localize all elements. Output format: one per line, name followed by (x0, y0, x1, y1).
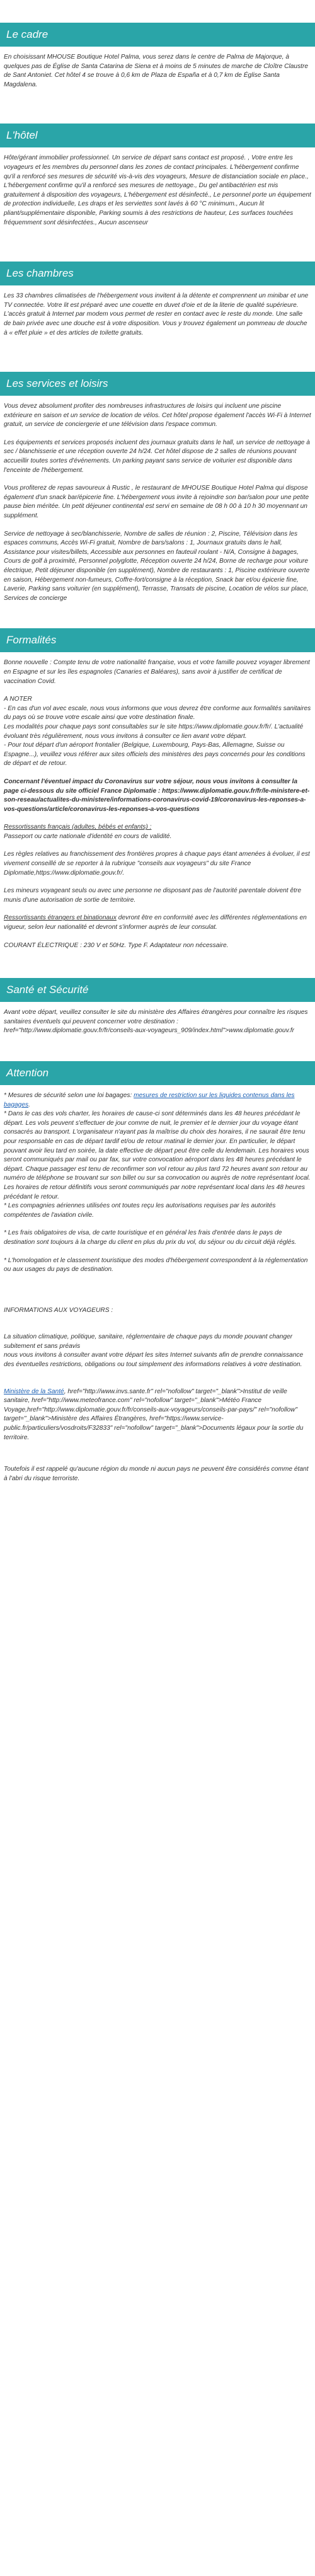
section-title: Formalités (6, 634, 57, 647)
section-body (4, 658, 311, 950)
section-cadre (0, 0, 315, 89)
paragraph: Vous devez absolument profiter des nombreuses infrastructures de loisirs qui incluent une piscine extérieure en saison et un service de location de vélos. Cet hôtel propose également l'accès Wi-Fi à Internet gratuit, un service de conciergerie et une télévision dans l'espace commun. (4, 403, 311, 428)
paragraph: Bonne nouvelle : Compte tenu de votre nationalité française, vous et votre famille pouvez voyager librement en Espagne et sur les îles espagnoles (Canaries et Baléares), sans avoir à justifier de certificat de vaccination Covid. (4, 659, 310, 685)
section-hotel (0, 98, 315, 227)
paragraph: Vous profiterez de repas savoureux à Rustic , le restaurant de MHOUSE Boutique Hotel Palma qui dispose également d'un snack bar/épicerie fine. L'hébergement vous invite à rejoindre son bar/salon pour une petite pause bien méritée. Un petit déjeuner continental est servi en semaine de 08 h 00 à 10 h 30 moyennant un supplément. (4, 485, 309, 520)
section-body (4, 1008, 311, 1036)
section-body (4, 292, 311, 338)
foreign-title: Ressortissants étrangers et binationaux (4, 914, 117, 922)
section-header-formalites (0, 628, 315, 652)
note-body: - En cas d'un vol avec escale, nous vous informons que vous devrez être conforme aux formalités sanitaires du pays où se trouve votre escale ainsi que votre destination finale. Les modalités pour chaque pays sont consultables sur le site https://www.diplomatie.gouv.fr/fr/. L'actualité évoluant très régulièrement, nous vous invitons à consulter ce lien avant votre départ. - Pour tout départ d'un aéroport frontalier (Belgique, Luxembourg, Pays-Bas, Allemagne, Suisse ou Espagne...), veuillez vous référer aux sites officiels des ministères des pays concernés pour les conditions de départ et de retour. (4, 704, 311, 768)
security-text: * Mesures de sécurité selon une loi bagages: (4, 1092, 134, 1099)
section-body (4, 402, 311, 603)
paragraph: Hôte/gérant immobilier professionnel. Un service de départ sans contact est proposé. , Votre entre les voyageurs et les membres du personnel dans les zones de contact principales. L'hébergement confirme qu'il a renforcé ses mesures de sécurité vis-à-vis des voyageurs, Mesure de distanciation sociale en place., L'hébergement confirme qu'il a renforcé ses mesures de nettoyage., Du gel antibactérien est mis gratuitement à disposition des voyageurs, L'hébergement est désinfecté., Le personnel porte un équipement de protection individuelle, Les draps et les serviettes sont lavés à 60 °C minimum., Aucun lit pliant/supplémentaire disponible, Parking soumis à des restrictions de hauteur, Les surfaces touchées fréquemment sont désinfectées., Aucun ascenseur (4, 154, 311, 226)
section-header-sante (0, 978, 315, 1002)
section-services (0, 347, 315, 603)
paragraph: Les 33 chambres climatisées de l'hébergement vous invitent à la détente et comprennent un minibar et une TV connectée. Votre lit est préparé avec une couette en duvet d'oie et de la literie de qualité supérieure. L'accès gratuit à Internet par modem vous permet de rester en contact avec le reste du monde. Une salle de bain privée avec une douche est à votre disposition. Vous y trouvez également un pommeau de douche à « effet pluie » et des articles de toilette gratuits. (4, 292, 309, 336)
section-sante (0, 959, 315, 1036)
section-formalites (0, 612, 315, 950)
section-header-chambres (0, 262, 315, 285)
section-header-services (0, 372, 315, 396)
section-body (4, 154, 311, 227)
section-header-cadre (0, 23, 315, 47)
note-title: A NOTER (4, 696, 32, 703)
charter-text: . * Dans le cas des vols charter, les horaires de cause-ci sont déterminés dans les 48 heures précédant le départ. Les vols peuvent s'effectuer de jour comme de nuit, le premier et le dernier jour du voyage étant consacrés au transport. L'organisateur n'ayant pas la maîtrise du choix des horaires, il ne saurait être tenu pour responsable en cas de départ tardif et/ou de retour matinal le dernier jour. En particulier, le départ pouvant avoir lieu tard en soirée, la date effective de départ peut être celle du lendemain. Les horaires vous seront communiqués par mail ou par fax, sur votre convocation aéroport dans les 48 heures précédant le départ. Chaque passager est tenu de reconfirmer son vol retour au plus tard 72 heures avant son retour au numéro de téléphone se trouvant sur son billet ou sur sa convocation ou auprès de notre représentant local. Les horaires de retour définitifs vous seront communiqués par notre représentant local dans les 48 heures précédant le retour. * Les compagnies aériennes utilisées ont toutes reçu les autorisations requises par les autorités compétentes de l'aviation civile. (4, 1101, 311, 1219)
courant-electrique: COURANT ÉLECTRIQUE : 230 V et 50Hz. Type F. Adaptateur non nécessaire. (4, 941, 229, 949)
links-text: , href="http://www.invs.sante.fr" rel="nofollow" target="_blank">Institut de veille sanitaire, href="http://www.meteofrance.com" rel="nofollow" target="_blank">Météo France Voyage,href="http://www.diplomatie.gouv.fr/fr/conseils-aux-voyageurs/conseils-par-pays/" rel="nofollow" target="_blank">Ministère des Affaires Étrangères, href="https://www.service-public.fr/particuliers/vosdroits/F32833" rel="nofollow" target="_blank">Documents légaux pour la sortie du territoire. (4, 1388, 304, 1441)
section-title: Attention (6, 1067, 49, 1079)
section-body (4, 53, 311, 89)
liquid-restrictions-link[interactable]: mesures de restriction sur les liquides contenus dans les bagages (4, 1092, 295, 1108)
paragraph: En choisissant MHOUSE Boutique Hotel Palma, vous serez dans le centre de Palma de Majorque, à quelques pas de Église de Santa Catarina de Siena et à moins de 5 minutes de marche de Cloître Claustre de Sant Antoniet. Cet hôtel 4 se trouve à 0,6 km de Plaza de España et à 0,7 km de Église Santa Magdalena. (4, 54, 309, 88)
section-header-attention (0, 1061, 315, 1085)
info-title: INFORMATIONS AUX VOYAGEURS : (4, 1306, 113, 1314)
resident-title: Ressortissants français (adultes, bébés et enfants) : (4, 824, 152, 831)
paragraph: * Les frais obligatoires de visa, de carte touristique et en général les frais d'entrée dans le pays de destination sont toujours à la charge du client en plus du prix du vol, du séjour ou du circuit déjà réglés. (4, 1229, 297, 1246)
section-title: Le cadre (6, 28, 49, 40)
paragraph: Les mineurs voyageant seuls ou avec une personne ne disposant pas de l'autorité parentale doivent être munis d'une autorisation de sortie de territoire. (4, 887, 302, 904)
paragraph: Les règles relatives au franchissement des frontières propres à chaque pays étant amenées à évoluer, il est vivement conseillé de se reporter à la rubrique "conseils aux voyageurs" du site France Diplomatie,https://www.diplomatie.gouv.fr/. (4, 851, 310, 877)
ministere-sante-link[interactable]: Ministère de la Santé (4, 1388, 64, 1395)
section-body (4, 1091, 311, 1483)
paragraph: Service de nettoyage à sec/blanchisserie, Nombre de salles de réunion : 2, Piscine, Télévision dans les espaces communs, Accès Wi-Fi gratuit, Nombre de bars/salons : 1, Journaux gratuits dans le hall, Assistance pour visites/billets, Accessible aux personnes en fauteuil roulant - N/A, Consigne à bagages, Cours de golf à proximité, Personnel polyglotte, Réception ouverte 24 h/24, Borne de recharge pour voiture électrique, Petit déjeuner disponible (en supplément), Nombre de restaurants : 1, Piscine extérieure ouverte en saison, Hébergement non-fumeurs, Coffre-fort/consigne à la réception, Snack bar et/ou épicerie fine, Laverie, Parking sans voiturier (en supplément), Terrasse, Transats de piscine, Location de vélos sur place, Services de concierge (4, 530, 310, 602)
final-note: Toutefois il est rappelé qu'aucune région du monde ni aucun pays ne peuvent être considérés comme étant à l'abri du risque terroriste. (4, 1466, 309, 1482)
paragraph: Avant votre départ, veuillez consulter le site du ministère des Affaires étrangères pour connaître les risques sanitaires éventuels qui peuvent concerner votre destination : href="http://www.diplomatie.gouv.fr/fr/conseils-aux-voyageurs_909/index.html">www.diplomatie.gouv.fr (4, 1009, 308, 1035)
section-attention (0, 1045, 315, 1483)
section-chambres (0, 236, 315, 338)
section-title: Les chambres (6, 267, 74, 280)
section-header-hotel (0, 124, 315, 147)
paragraph: Les équipements et services proposés incluent des journaux gratuits dans le hall, un service de nettoyage à sec / blanchisserie et une réception ouverte 24 h/24. Cet hôtel dispose de 2 salles de réunions pouvant accueillir toutes sortes d'événements. Un parking payant sans service de voiturier est disponible dans l'enceinte de l'hébergement. (4, 439, 310, 474)
info-body: La situation climatique, politique, sanitaire, réglementaire de chaque pays du monde pouvant changer subitement et sans préavis nous vous invitons à consulter avant votre départ les sites Internet suivants afin de prendre connaissance des éventuelles restrictions, obligations ou tout simplement des informations relatives à votre destination. (4, 1333, 304, 1369)
resident-body: Passeport ou carte nationale d'identité en cours de validité. (4, 832, 172, 840)
foreign-body: devront être en conformité avec les différentes réglementations en vigueur, selon leur nationalité et devront s'informer auprès de leur consulat. (4, 914, 307, 931)
section-title: Les services et loisirs (6, 377, 108, 390)
paragraph: * L'homologation et le classement touristique des modes d'hébergement correspondent à la réglementation ou aux usages du pays de destination. (4, 1256, 308, 1274)
coronavirus-paragraph: Concernant l'éventuel impact du Coronavirus sur votre séjour, nous vous invitons à consulter la page ci-dessous du site officiel France Diplomatie : https://www.diplomatie.gouv.fr/fr/le-ministere-et-son-reseau/actualites-du-ministere/informations-coronavirus-covid-19/coronavirus-les-reponses-a-vos-questions/article/coronavirus-les-reponses-a-vos-questions (4, 778, 310, 813)
section-title: L'hôtel (6, 129, 38, 142)
section-title: Santé et Sécurité (6, 984, 89, 996)
